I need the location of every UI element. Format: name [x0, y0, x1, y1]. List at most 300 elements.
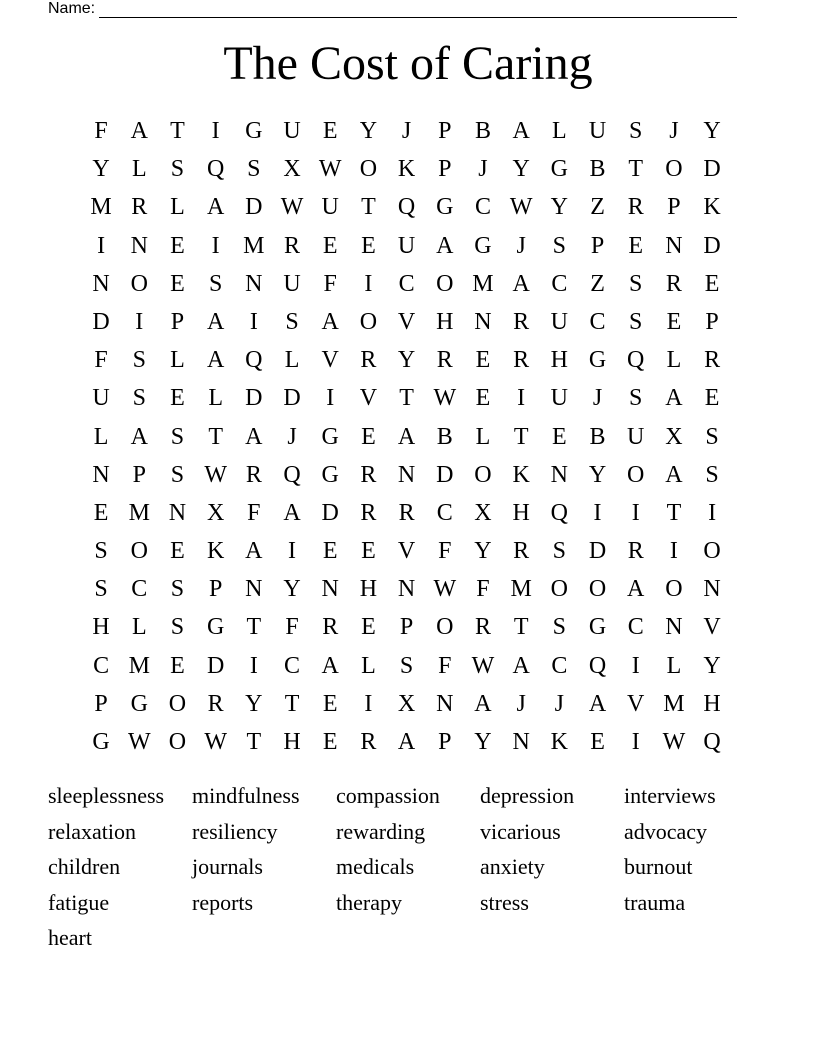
grid-letter[interactable]: P — [438, 118, 452, 144]
grid-letter[interactable]: E — [475, 385, 491, 412]
grid-letter[interactable]: D — [283, 385, 301, 412]
grid-letter[interactable]: F — [438, 538, 452, 565]
grid-letter[interactable]: R — [704, 347, 721, 374]
grid-letter[interactable]: S — [170, 156, 185, 183]
grid-letter[interactable]: L — [666, 652, 682, 679]
grid-letter[interactable]: R — [513, 308, 530, 335]
grid-letter[interactable]: N — [397, 461, 416, 488]
grid-letter[interactable]: D — [588, 538, 607, 565]
grid-letter[interactable]: H — [92, 614, 110, 641]
grid-letter[interactable]: N — [665, 614, 683, 641]
grid-letter[interactable]: A — [436, 232, 454, 259]
grid-letter[interactable]: A — [321, 652, 339, 679]
grid-letter[interactable]: U — [397, 232, 416, 259]
grid-letter[interactable]: I — [631, 729, 640, 755]
grid-letter[interactable]: A — [588, 690, 607, 717]
grid-letter[interactable]: Q — [283, 461, 301, 488]
grid-letter[interactable]: L — [208, 385, 223, 412]
grid-letter[interactable]: P — [438, 156, 452, 183]
grid-letter[interactable]: W — [662, 729, 686, 755]
grid-letter[interactable]: J — [401, 118, 412, 144]
grid-letter[interactable]: G — [130, 690, 148, 717]
grid-letter[interactable]: Y — [703, 652, 721, 679]
grid-letter[interactable]: A — [245, 538, 263, 565]
grid-letter[interactable]: L — [170, 347, 185, 374]
grid-letter[interactable]: G — [245, 118, 263, 144]
grid-letter[interactable]: J — [592, 385, 603, 412]
grid-letter[interactable]: S — [170, 461, 185, 488]
grid-letter[interactable]: H — [359, 576, 378, 603]
grid-letter[interactable]: S — [170, 423, 185, 450]
grid-letter[interactable]: Y — [283, 576, 301, 603]
word-list-item: vicarious — [480, 818, 561, 844]
grid-letter[interactable]: R — [322, 614, 339, 641]
grid-letter[interactable]: R — [627, 194, 644, 221]
grid-letter[interactable]: A — [512, 652, 530, 679]
grid-letter[interactable]: S — [552, 232, 567, 259]
grid-letter[interactable]: U — [283, 118, 301, 144]
grid-letter[interactable]: I — [364, 690, 373, 717]
grid-letter[interactable]: M — [128, 499, 150, 526]
grid-letter[interactable]: E — [170, 385, 185, 412]
grid-letter[interactable]: U — [283, 270, 301, 297]
grid-letter[interactable]: U — [588, 118, 607, 144]
grid-letter[interactable]: J — [554, 690, 565, 717]
grid-letter[interactable]: N — [474, 308, 492, 335]
grid-letter[interactable]: D — [206, 652, 225, 679]
grid-letter[interactable]: U — [550, 308, 569, 335]
grid-letter[interactable]: A — [397, 729, 416, 755]
grid-letter[interactable]: E — [361, 614, 376, 641]
grid-letter[interactable]: K — [703, 194, 721, 221]
grid-letter[interactable]: F — [247, 499, 261, 526]
grid-letter[interactable]: T — [666, 499, 682, 526]
grid-letter[interactable]: N — [92, 270, 110, 297]
grid-letter[interactable]: O — [359, 156, 378, 183]
grid-letter[interactable]: C — [436, 499, 453, 526]
grid-letter[interactable]: C — [627, 614, 644, 641]
grid-letter[interactable]: R — [245, 461, 262, 488]
grid-letter[interactable]: Q — [245, 347, 263, 374]
grid-letter[interactable]: S — [552, 538, 567, 565]
grid-letter[interactable]: R — [360, 729, 377, 755]
grid-letter[interactable]: O — [359, 308, 378, 335]
grid-letter[interactable]: G — [92, 729, 110, 755]
grid-letter[interactable]: O — [703, 538, 721, 565]
grid-letter[interactable]: L — [131, 156, 147, 183]
grid-letter[interactable]: D — [92, 308, 110, 335]
grid-letter[interactable]: R — [360, 499, 377, 526]
grid-letter[interactable]: G — [588, 347, 607, 374]
grid-letter[interactable]: A — [283, 499, 301, 526]
grid-letter[interactable]: G — [321, 461, 339, 488]
grid-letter[interactable]: R — [360, 461, 377, 488]
grid-letter[interactable]: F — [94, 118, 108, 144]
grid-letter[interactable]: W — [280, 194, 304, 221]
grid-letter[interactable]: C — [284, 652, 301, 679]
grid-letter[interactable]: E — [322, 232, 338, 259]
grid-letter[interactable]: B — [589, 156, 606, 183]
grid-letter[interactable]: S — [629, 118, 643, 144]
grid-letter[interactable]: S — [247, 156, 261, 183]
grid-letter[interactable]: E — [93, 499, 109, 526]
grid-letter[interactable]: T — [628, 156, 644, 183]
grid-letter[interactable]: L — [284, 347, 300, 374]
grid-letter[interactable]: K — [206, 538, 225, 565]
grid-letter[interactable]: I — [593, 499, 602, 526]
grid-letter[interactable]: H — [703, 690, 721, 717]
grid-letter[interactable]: R — [665, 270, 682, 297]
word-list-item: relaxation — [48, 818, 136, 844]
grid-letter[interactable]: A — [245, 423, 263, 450]
grid-letter[interactable]: L — [552, 118, 567, 144]
grid-letter[interactable]: W — [509, 194, 533, 221]
grid-letter[interactable]: Y — [397, 347, 416, 374]
grid-letter[interactable]: A — [512, 118, 530, 144]
grid-letter[interactable]: S — [705, 461, 719, 488]
grid-letter[interactable]: W — [204, 461, 227, 488]
grid-letter[interactable]: J — [478, 156, 488, 183]
grid-letter[interactable]: I — [708, 499, 717, 526]
grid-letter[interactable]: W — [433, 385, 457, 412]
grid-letter[interactable]: N — [245, 270, 263, 297]
grid-letter[interactable]: C — [474, 194, 491, 221]
grid-letter[interactable]: A — [512, 270, 530, 297]
grid-letter[interactable]: E — [322, 538, 338, 565]
grid-letter[interactable]: T — [246, 729, 262, 755]
grid-letter[interactable]: N — [321, 576, 339, 603]
grid-letter[interactable]: S — [94, 576, 108, 603]
grid-letter[interactable]: P — [705, 308, 719, 335]
grid-letter[interactable]: E — [704, 385, 720, 412]
grid-letter[interactable]: M — [663, 690, 685, 717]
grid-letter[interactable]: P — [94, 690, 108, 717]
grid-letter[interactable]: Q — [627, 347, 645, 374]
grid-letter[interactable]: T — [361, 194, 376, 221]
grid-letter[interactable]: J — [516, 690, 526, 717]
grid-letter[interactable]: O — [130, 538, 148, 565]
grid-letter[interactable]: E — [590, 729, 605, 755]
grid-letter[interactable]: S — [629, 270, 643, 297]
grid-letter[interactable]: J — [287, 423, 297, 450]
grid-letter[interactable]: E — [704, 270, 720, 297]
grid-letter[interactable]: Y — [512, 156, 530, 183]
grid-letter[interactable]: R — [627, 538, 644, 565]
grid-letter[interactable]: N — [168, 499, 187, 526]
grid-letter[interactable]: H — [283, 729, 301, 755]
grid-letter[interactable]: D — [245, 194, 263, 221]
grid-letter[interactable]: O — [474, 461, 492, 488]
grid-letter[interactable]: G — [321, 423, 339, 450]
grid-letter[interactable]: K — [512, 461, 530, 488]
grid-letter[interactable]: G — [474, 232, 492, 259]
grid-letter[interactable]: A — [397, 423, 416, 450]
grid-letter[interactable]: X — [397, 690, 416, 717]
grid-letter[interactable]: O — [627, 461, 645, 488]
grid-letter[interactable]: I — [631, 652, 640, 679]
grid-letter[interactable]: L — [93, 423, 109, 450]
grid-letter[interactable]: A — [206, 347, 225, 374]
grid-letter[interactable]: O — [168, 729, 187, 755]
grid-letter[interactable]: C — [589, 308, 606, 335]
grid-letter[interactable]: R — [360, 347, 377, 374]
grid-letter[interactable]: P — [438, 729, 452, 755]
grid-letter[interactable]: E — [170, 232, 185, 259]
grid-letter[interactable]: I — [288, 538, 297, 565]
grid-letter[interactable]: H — [436, 308, 454, 335]
name-underline[interactable] — [99, 3, 737, 18]
grid-letter[interactable]: Q — [397, 194, 416, 221]
grid-letter[interactable]: C — [131, 576, 148, 603]
grid-letter[interactable]: J — [669, 118, 679, 144]
word-list-item: reports — [192, 889, 254, 915]
grid-letter[interactable]: U — [627, 423, 645, 450]
grid-letter[interactable]: S — [94, 538, 108, 565]
grid-letter[interactable]: R — [474, 614, 491, 641]
grid-letter[interactable]: D — [703, 156, 721, 183]
grid-letter[interactable]: L — [170, 194, 185, 221]
grid-letter[interactable]: Y — [703, 118, 721, 144]
grid-letter[interactable]: M — [90, 194, 112, 221]
grid-letter[interactable]: D — [245, 385, 263, 412]
grid-letter[interactable]: X — [474, 499, 492, 526]
grid-letter[interactable]: S — [399, 652, 414, 679]
grid-letter[interactable]: I — [631, 499, 640, 526]
grid-letter[interactable]: L — [361, 652, 376, 679]
grid-letter[interactable]: A — [474, 690, 492, 717]
grid-letter[interactable]: A — [130, 423, 148, 450]
grid-letter[interactable]: R — [398, 499, 415, 526]
grid-letter[interactable]: N — [92, 461, 110, 488]
grid-letter[interactable]: T — [208, 423, 223, 450]
grid-letter[interactable]: F — [438, 652, 452, 679]
grid-letter[interactable]: P — [132, 461, 146, 488]
grid-letter[interactable]: N — [512, 729, 530, 755]
word-list-item: depression — [480, 783, 575, 808]
grid-letter[interactable]: C — [93, 652, 110, 679]
grid-letter[interactable]: E — [628, 232, 644, 259]
grid-letter[interactable]: O — [665, 576, 683, 603]
grid-letter[interactable]: G — [206, 614, 225, 641]
grid-letter[interactable]: D — [321, 499, 339, 526]
grid-letter[interactable]: K — [397, 156, 416, 183]
grid-letter[interactable]: F — [323, 270, 337, 297]
grid-letter[interactable]: R — [436, 347, 453, 374]
grid-letter[interactable]: N — [130, 232, 148, 259]
grid-letter[interactable]: R — [284, 232, 301, 259]
grid-letter[interactable]: R — [513, 347, 530, 374]
grid-letter[interactable]: L — [131, 614, 147, 641]
grid-letter[interactable]: I — [97, 232, 106, 259]
grid-letter[interactable]: R — [513, 538, 530, 565]
grid-letter[interactable]: F — [285, 614, 299, 641]
grid-letter[interactable]: T — [170, 118, 185, 144]
name-label: Name: — [48, 0, 96, 17]
grid-letter[interactable]: V — [627, 690, 645, 717]
grid-letter[interactable]: V — [397, 538, 416, 565]
grid-letter[interactable]: K — [550, 729, 569, 755]
grid-letter[interactable]: Y — [92, 156, 110, 183]
grid-letter[interactable]: C — [398, 270, 415, 297]
grid-letter[interactable]: Q — [703, 729, 721, 755]
grid-letter[interactable]: W — [433, 576, 457, 603]
grid-letter[interactable]: E — [170, 538, 185, 565]
grid-letter[interactable]: V — [703, 614, 721, 641]
grid-letter[interactable]: I — [249, 652, 258, 679]
grid-letter[interactable]: N — [665, 232, 683, 259]
grid-letter[interactable]: B — [474, 118, 491, 144]
grid-letter[interactable]: N — [245, 576, 263, 603]
grid-letter[interactable]: E — [361, 538, 376, 565]
grid-letter[interactable]: T — [513, 614, 529, 641]
grid-letter[interactable]: V — [321, 347, 339, 374]
grid-letter[interactable]: A — [206, 194, 225, 221]
grid-letter[interactable]: E — [361, 232, 376, 259]
grid-letter[interactable]: S — [629, 385, 643, 412]
grid-letter[interactable]: T — [399, 385, 414, 412]
grid-letter[interactable]: Q — [550, 499, 569, 526]
grid-letter[interactable]: H — [550, 347, 569, 374]
grid-letter[interactable]: T — [246, 614, 262, 641]
grid-letter[interactable]: U — [550, 385, 569, 412]
grid-letter[interactable]: G — [588, 614, 607, 641]
word-list-item: anxiety — [480, 854, 545, 879]
grid-letter[interactable]: W — [204, 729, 227, 755]
grid-letter[interactable]: W — [318, 156, 342, 183]
grid-letter[interactable]: A — [665, 461, 683, 488]
grid-letter[interactable]: T — [513, 423, 529, 450]
grid-letter[interactable]: P — [667, 194, 681, 221]
grid-letter[interactable]: I — [669, 538, 678, 565]
grid-letter[interactable]: Y — [550, 194, 569, 221]
grid-letter[interactable]: O — [550, 576, 569, 603]
grid-letter[interactable]: B — [589, 423, 606, 450]
grid-letter[interactable]: X — [206, 499, 225, 526]
grid-letter[interactable]: N — [703, 576, 721, 603]
grid-letter[interactable]: D — [703, 232, 721, 259]
grid-letter[interactable]: Q — [588, 652, 607, 679]
grid-letter[interactable]: U — [321, 194, 339, 221]
grid-letter[interactable]: P — [590, 232, 605, 259]
grid-letter[interactable]: D — [436, 461, 454, 488]
grid-letter[interactable]: O — [665, 156, 683, 183]
name-field[interactable] — [48, 0, 737, 18]
grid-letter[interactable]: V — [359, 385, 378, 412]
grid-letter[interactable]: M — [128, 652, 150, 679]
grid-letter[interactable]: O — [168, 690, 187, 717]
grid-letter[interactable]: P — [208, 576, 223, 603]
grid-letter[interactable]: R — [131, 194, 148, 221]
grid-letter[interactable]: M — [510, 576, 532, 603]
grid-letter[interactable]: I — [211, 118, 220, 144]
grid-letter[interactable]: F — [94, 347, 108, 374]
grid-letter[interactable]: J — [516, 232, 526, 259]
grid-letter[interactable]: M — [472, 270, 494, 297]
grid-letter[interactable]: E — [475, 347, 491, 374]
grid-letter[interactable]: L — [666, 347, 682, 374]
grid-letter[interactable]: S — [132, 385, 146, 412]
grid-letter[interactable]: V — [397, 308, 416, 335]
grid-letter[interactable]: S — [705, 423, 719, 450]
grid-letter[interactable]: S — [208, 270, 223, 297]
grid-letter[interactable]: Z — [590, 270, 605, 297]
grid-letter[interactable]: N — [397, 576, 416, 603]
letter-grid — [82, 114, 731, 763]
grid-letter[interactable]: G — [550, 156, 569, 183]
grid-letter[interactable]: R — [207, 690, 224, 717]
grid-letter[interactable]: I — [517, 385, 526, 412]
grid-letter[interactable]: E — [170, 652, 185, 679]
grid-letter[interactable]: C — [551, 270, 568, 297]
grid-letter[interactable]: N — [550, 461, 569, 488]
grid-letter[interactable]: X — [283, 156, 301, 183]
grid-letter[interactable]: E — [552, 423, 567, 450]
grid-letter[interactable]: S — [629, 308, 643, 335]
grid-letter[interactable]: S — [285, 308, 299, 335]
grid-letter[interactable]: C — [551, 652, 568, 679]
grid-letter[interactable]: T — [284, 690, 300, 717]
grid-letter[interactable]: H — [512, 499, 530, 526]
grid-letter[interactable]: A — [321, 308, 339, 335]
grid-letter[interactable]: Y — [245, 690, 263, 717]
grid-letter[interactable]: I — [326, 385, 335, 412]
grid-letter[interactable]: E — [170, 270, 185, 297]
grid-letter[interactable]: P — [399, 614, 414, 641]
grid-letter[interactable]: F — [476, 576, 490, 603]
grid-letter[interactable]: W — [471, 652, 495, 679]
grid-letter[interactable]: Q — [206, 156, 225, 183]
grid-letter[interactable]: I — [211, 232, 220, 259]
grid-letter[interactable]: O — [130, 270, 148, 297]
grid-letter[interactable]: B — [436, 423, 453, 450]
grid-letter[interactable]: A — [206, 308, 225, 335]
grid-letter[interactable]: N — [436, 690, 454, 717]
grid-letter[interactable]: Y — [474, 538, 492, 565]
word-list-item: resiliency — [192, 818, 278, 844]
grid-letter[interactable]: S — [552, 614, 567, 641]
grid-letter[interactable]: Y — [588, 461, 607, 488]
grid-letter[interactable]: O — [436, 270, 454, 297]
grid-letter[interactable]: Y — [474, 729, 492, 755]
grid-letter[interactable]: W — [127, 729, 151, 755]
grid-letter[interactable]: A — [130, 118, 148, 144]
grid-letter[interactable]: O — [436, 614, 454, 641]
grid-letter[interactable]: G — [436, 194, 454, 221]
grid-letter[interactable]: I — [135, 308, 144, 335]
grid-letter[interactable]: U — [92, 385, 110, 412]
grid-letter[interactable]: M — [243, 232, 265, 259]
grid-letter[interactable]: L — [475, 423, 491, 450]
grid-letter[interactable]: O — [588, 576, 607, 603]
grid-letter[interactable]: I — [249, 308, 258, 335]
grid-letter[interactable]: E — [322, 118, 338, 144]
grid-letter[interactable]: S — [170, 614, 185, 641]
grid-letter[interactable]: E — [361, 423, 376, 450]
grid-letter[interactable]: E — [322, 729, 338, 755]
grid-letter[interactable]: A — [665, 385, 683, 412]
word-list-item: medicals — [336, 854, 415, 879]
grid-letter[interactable]: I — [364, 270, 373, 297]
grid-letter[interactable]: E — [666, 308, 682, 335]
grid-letter[interactable]: P — [170, 308, 185, 335]
grid-letter[interactable]: S — [132, 347, 146, 374]
grid-letter[interactable]: X — [665, 423, 683, 450]
grid-letter[interactable]: E — [322, 690, 338, 717]
grid-letter[interactable]: Z — [590, 194, 605, 221]
grid-letter[interactable]: Y — [359, 118, 378, 144]
grid-letter[interactable]: S — [170, 576, 185, 603]
grid-letter[interactable]: A — [627, 576, 645, 603]
